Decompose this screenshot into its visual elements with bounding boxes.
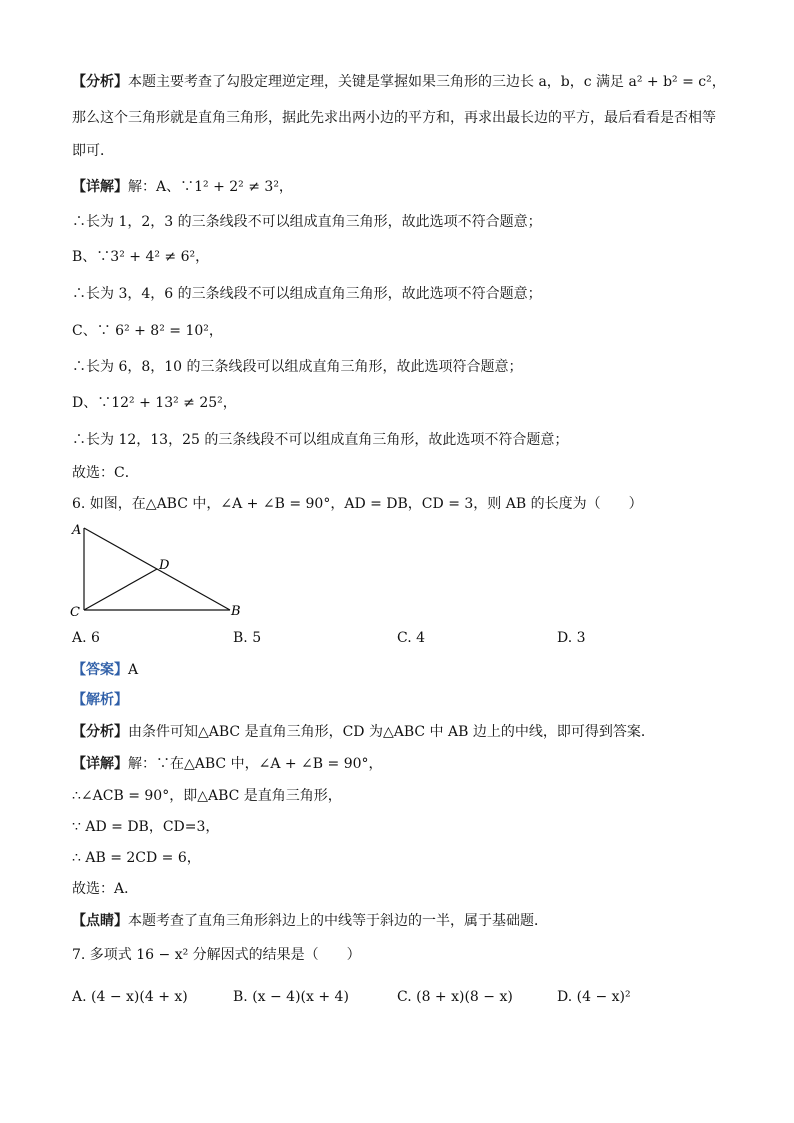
q6-choice-line	[72, 879, 138, 899]
detail-text: ∴长为 3，4，6 的三条线段不可以组成直角三角形，故此选项不符合题意；	[72, 286, 542, 302]
detail-line-5	[72, 321, 223, 341]
detail-line-4	[72, 284, 542, 304]
triangle-figure	[66, 518, 256, 620]
q6-detail-line-4	[72, 848, 201, 868]
detail-line-8	[72, 430, 568, 450]
q6-analysis-line	[72, 722, 655, 742]
detail-text: ∴长为 12，13，25 的三条线段不可以组成直角三角形，故此选项不符合题意；	[72, 432, 569, 448]
analysis-text: 即可．	[72, 143, 114, 159]
q6-detail-line-3	[72, 817, 219, 837]
detail-text: D、∵12² + 13² ≠ 25²，	[72, 395, 237, 411]
detail-text: 解：∵在△ABC 中，∠A + ∠B = 90°，	[128, 756, 383, 772]
question-6-stem	[72, 494, 643, 514]
q6-option-b: B. 5	[233, 630, 262, 646]
analysis-line-3	[72, 141, 114, 161]
question-text: 6. 如图，在△ABC 中，∠A + ∠B = 90°，AD = DB，CD = 3，则 AB 的长度为（ ）	[72, 496, 643, 512]
q6-remark-line	[72, 911, 548, 931]
detail-text: ∴∠ACB = 90°，即△ABC 是直角三角形，	[72, 788, 342, 804]
solution-header-line	[72, 690, 128, 710]
analysis-line-1	[72, 72, 726, 92]
remark-text: 本题考查了直角三角形斜边上的中线等于斜边的一半，属于基础题．	[128, 913, 548, 929]
remark-tag: 【点睛】	[72, 913, 128, 929]
detail-text: B、∵3² + 4² ≠ 6²，	[72, 249, 210, 265]
choice-line	[72, 463, 139, 483]
detail-line-7	[72, 393, 237, 413]
q7-option-c: C. (8 + x)(8 − x)	[397, 989, 513, 1005]
detail-text: ∵ AD = DB，CD=3，	[72, 819, 220, 835]
answer-line	[72, 660, 138, 680]
detail-line-2	[72, 212, 542, 232]
q6-option-a: A. 6	[72, 630, 100, 646]
detail-text: ∴长为 1，2，3 的三条线段不可以组成直角三角形，故此选项不符合题意；	[72, 214, 542, 230]
detail-text: ∴长为 6，8，10 的三条线段可以组成直角三角形，故此选项符合题意；	[72, 359, 523, 375]
analysis-text: 那么这个三角形就是直角三角形，据此先求出两小边的平方和，再求出最长边的平方，最后看看是否相等	[72, 110, 716, 126]
analysis-tag: 【分析】	[72, 74, 128, 90]
detail-tag: 【详解】	[72, 179, 128, 195]
label-d: D	[159, 558, 170, 573]
analysis-text: 本题主要考查了勾股定理逆定理，关键是掌握如果三角形的三边长 a，b，c 满足 a² + b² = c²，	[128, 74, 726, 90]
q6-detail-line-1	[72, 754, 383, 774]
q7-option-d: D. (4 − x)²	[557, 989, 631, 1005]
analysis-tag: 【分析】	[72, 724, 128, 740]
choice-text: 故选：C．	[72, 465, 139, 481]
detail-text: 解：A、∵1² + 2² ≠ 3²，	[128, 179, 293, 195]
detail-tag: 【详解】	[72, 756, 128, 772]
label-a: A	[72, 523, 82, 538]
label-c: C	[70, 605, 80, 620]
choice-text: 故选：A．	[72, 881, 139, 897]
median-cd	[84, 569, 157, 610]
answer-text: A	[128, 662, 139, 678]
detail-text: C、∵ 6² + 8² = 10²，	[72, 323, 223, 339]
q6-option-d: D. 3	[557, 630, 586, 646]
q6-option-c: C. 4	[397, 630, 426, 646]
analysis-text: 由条件可知△ABC 是直角三角形，CD 为△ABC 中 AB 边上的中线，即可得到答案．	[128, 724, 655, 740]
detail-line-3	[72, 247, 209, 267]
analysis-line-2	[72, 108, 716, 128]
label-b: B	[231, 604, 241, 619]
q7-option-a: A. (4 − x)(4 + x)	[72, 989, 188, 1005]
question-text: 7. 多项式 16 − x² 分解因式的结果是（ ）	[72, 947, 361, 963]
question-7-stem	[72, 945, 361, 965]
detail-text: ∴ AB = 2CD = 6，	[72, 850, 201, 866]
solution-tag: 【解析】	[72, 692, 128, 708]
detail-line-6	[72, 357, 523, 377]
q6-detail-line-2	[72, 786, 342, 806]
answer-tag: 【答案】	[72, 662, 128, 678]
q7-option-b: B. (x − 4)(x + 4)	[233, 989, 349, 1005]
detail-line-1	[72, 177, 293, 197]
